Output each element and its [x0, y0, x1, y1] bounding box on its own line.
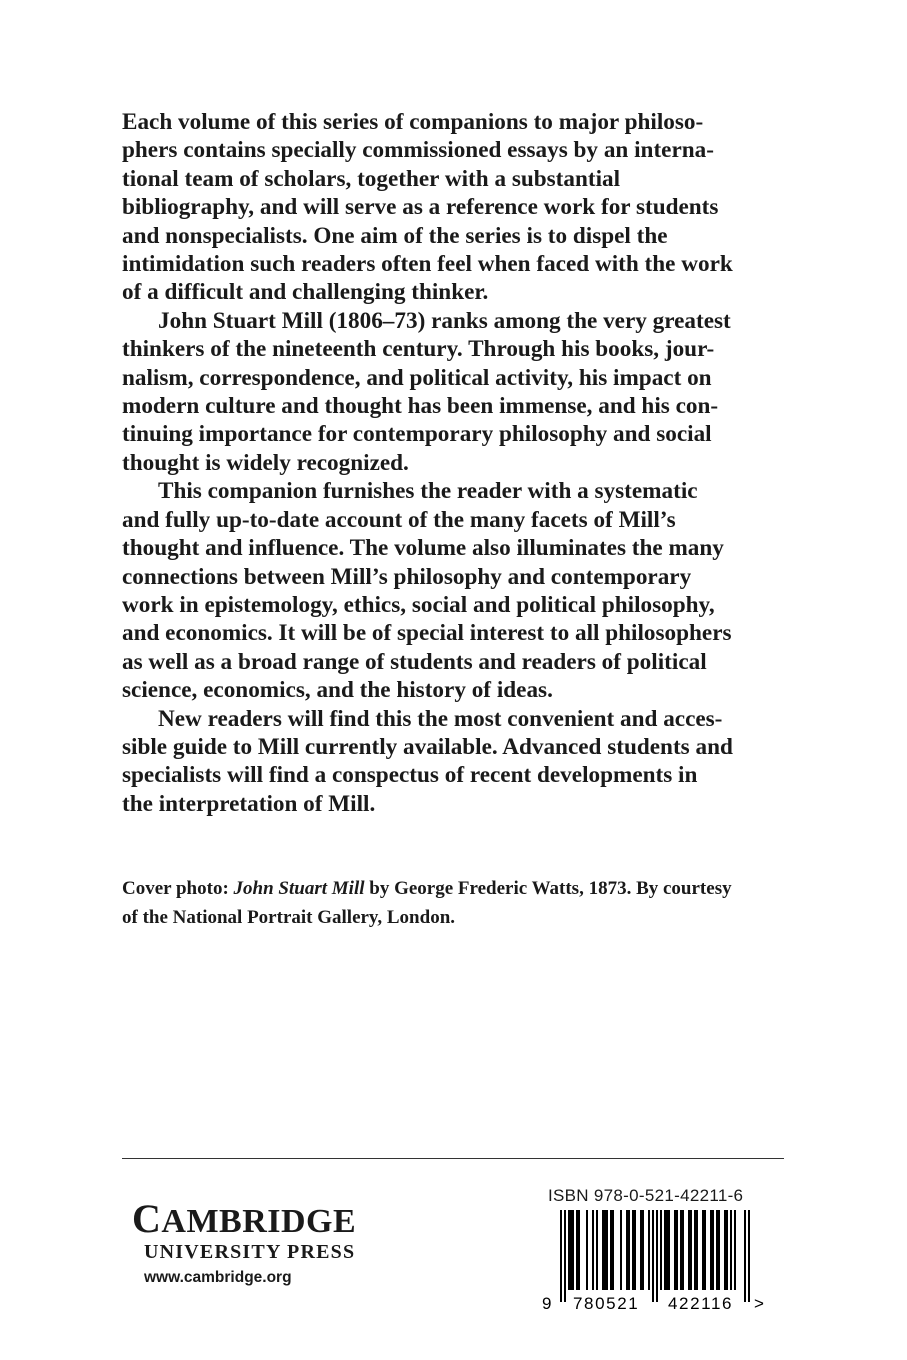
barcode-left-digits: 780521	[573, 1294, 640, 1312]
barcode-bar	[694, 1210, 696, 1290]
barcode-bar	[632, 1210, 634, 1290]
text-line: of a difficult and challenging thinker.	[122, 279, 489, 306]
text-line: connections between Mill’s philosophy and contemporary	[122, 563, 692, 590]
text-line: tinuing importance for contemporary philosophy and social	[122, 421, 712, 448]
text-line: as well as a broad range of students and readers of political	[122, 648, 707, 675]
barcode-bar	[602, 1210, 604, 1290]
barcode-bar	[648, 1210, 650, 1290]
barcode-bar	[642, 1210, 644, 1290]
barcode-bar	[730, 1210, 732, 1290]
barcode-first-digit: 9	[542, 1294, 552, 1312]
barcode-bar	[640, 1210, 642, 1290]
barcode-bar	[680, 1210, 682, 1290]
barcode-bar	[696, 1210, 698, 1290]
barcode-bar	[604, 1210, 606, 1290]
paragraph-3	[122, 477, 790, 704]
text-line: phers contains specially commissioned essays by an interna-	[122, 137, 714, 164]
publisher-subtitle: UNIVERSITY PRESS	[144, 1241, 356, 1263]
barcode-bar	[568, 1210, 570, 1290]
barcode-graphic	[540, 1210, 780, 1312]
barcode-bar	[592, 1210, 594, 1290]
barcode-bar	[610, 1210, 612, 1290]
publisher-url: www.cambridge.org	[144, 1269, 292, 1286]
paragraph-4	[122, 705, 790, 819]
barcode-guard-bar	[560, 1210, 562, 1302]
divider-rule	[122, 1158, 784, 1159]
text-line: specialists will find a conspectus of recent developments in	[122, 762, 698, 789]
text-line: bibliography, and will serve as a reference work for students	[122, 194, 719, 221]
barcode-bar	[682, 1210, 684, 1290]
barcode-bar	[688, 1210, 690, 1290]
barcode-bar	[676, 1210, 678, 1290]
credit-title: John Stuart Mill	[233, 878, 365, 899]
barcode-bar	[666, 1210, 668, 1290]
barcode-bar	[674, 1210, 676, 1290]
barcode-end-mark: >	[754, 1294, 764, 1312]
barcode-bar	[578, 1210, 580, 1290]
barcode-guard-bar	[564, 1210, 566, 1302]
text-line: nalism, correspondence, and political activity, his impact on	[122, 364, 712, 391]
paragraph-1	[122, 108, 790, 307]
credit-prefix: Cover photo:	[122, 878, 234, 899]
barcode-bar	[690, 1210, 692, 1290]
barcode-right-digits: 422116	[668, 1294, 734, 1312]
publisher-name-rest: AMBRIDGE	[161, 1203, 357, 1240]
barcode-bar	[576, 1210, 578, 1290]
barcode-bar	[724, 1210, 726, 1290]
barcode-bar	[626, 1210, 628, 1290]
barcode-bar	[628, 1210, 630, 1290]
isbn-barcode	[540, 1186, 780, 1316]
text-line: tional team of scholars, together with a substantial	[122, 165, 621, 192]
barcode-bar	[664, 1210, 666, 1290]
text-line: thought and influence. The volume also illuminates the many	[122, 535, 724, 562]
barcode-bar	[716, 1210, 718, 1290]
barcode-bar	[710, 1210, 712, 1290]
credit-suffix: by George Frederic Watts, 1873. By courtesy	[364, 878, 732, 899]
barcode-bar	[570, 1210, 572, 1290]
barcode-bars	[560, 1210, 750, 1302]
text-line: thought is widely recognized.	[122, 449, 409, 476]
isbn-label: ISBN 978-0-521-42211-6	[548, 1186, 744, 1205]
publisher-name	[132, 1196, 432, 1241]
barcode-bar	[586, 1210, 588, 1290]
barcode-bar	[726, 1210, 728, 1290]
blurb-text	[122, 108, 790, 818]
barcode-bar	[718, 1210, 720, 1290]
barcode-bar	[612, 1210, 614, 1290]
barcode-bar	[668, 1210, 670, 1290]
text-line: science, economics, and the history of ideas.	[122, 677, 553, 704]
text-line: Each volume of this series of companions to major philoso-	[122, 109, 704, 135]
cover-photo-credit	[122, 874, 802, 932]
credit-line-2: of the National Portrait Gallery, London.	[122, 907, 456, 928]
barcode-bar	[596, 1210, 598, 1290]
barcode-bar	[712, 1210, 714, 1290]
barcode-guard-bar	[656, 1210, 658, 1302]
publisher-logo	[132, 1196, 432, 1288]
text-line: and fully up-to-date account of the many facets of Mill’s	[122, 506, 676, 533]
barcode-bar	[704, 1210, 706, 1290]
text-line: intimidation such readers often feel when faced with the work	[122, 251, 733, 278]
barcode-bar	[660, 1210, 662, 1290]
text-line: John Stuart Mill (1806–73) ranks among the very greatest	[158, 307, 731, 334]
publisher-name-initial: C	[132, 1196, 162, 1241]
text-line: and economics. It will be of special interest to all philosophers	[122, 620, 732, 647]
text-line: and nonspecialists. One aim of the series is to dispel the	[122, 222, 668, 249]
text-line: the interpretation of Mill.	[122, 790, 376, 817]
paragraph-2	[122, 307, 790, 477]
text-line: modern culture and thought has been immense, and his con-	[122, 393, 719, 420]
text-line: sible guide to Mill currently available. Advanced students and	[122, 733, 733, 760]
barcode-guard-bar	[744, 1210, 746, 1302]
credit-line-1	[122, 874, 802, 903]
barcode-bar	[606, 1210, 608, 1290]
text-line: This companion furnishes the reader with a systematic	[158, 478, 698, 505]
barcode-guard-bar	[652, 1210, 654, 1302]
barcode-bar	[634, 1210, 636, 1290]
barcode-bar	[572, 1210, 574, 1290]
text-line: thinkers of the nineteenth century. Through his books, jour-	[122, 336, 715, 363]
barcode-bar	[702, 1210, 704, 1290]
text-line: work in epistemology, ethics, social and political philosophy,	[122, 591, 715, 618]
barcode-bar	[734, 1210, 736, 1290]
text-line: New readers will find this the most convenient and acces-	[158, 705, 723, 732]
barcode-bar	[620, 1210, 622, 1290]
barcode-guard-bar	[748, 1210, 750, 1302]
